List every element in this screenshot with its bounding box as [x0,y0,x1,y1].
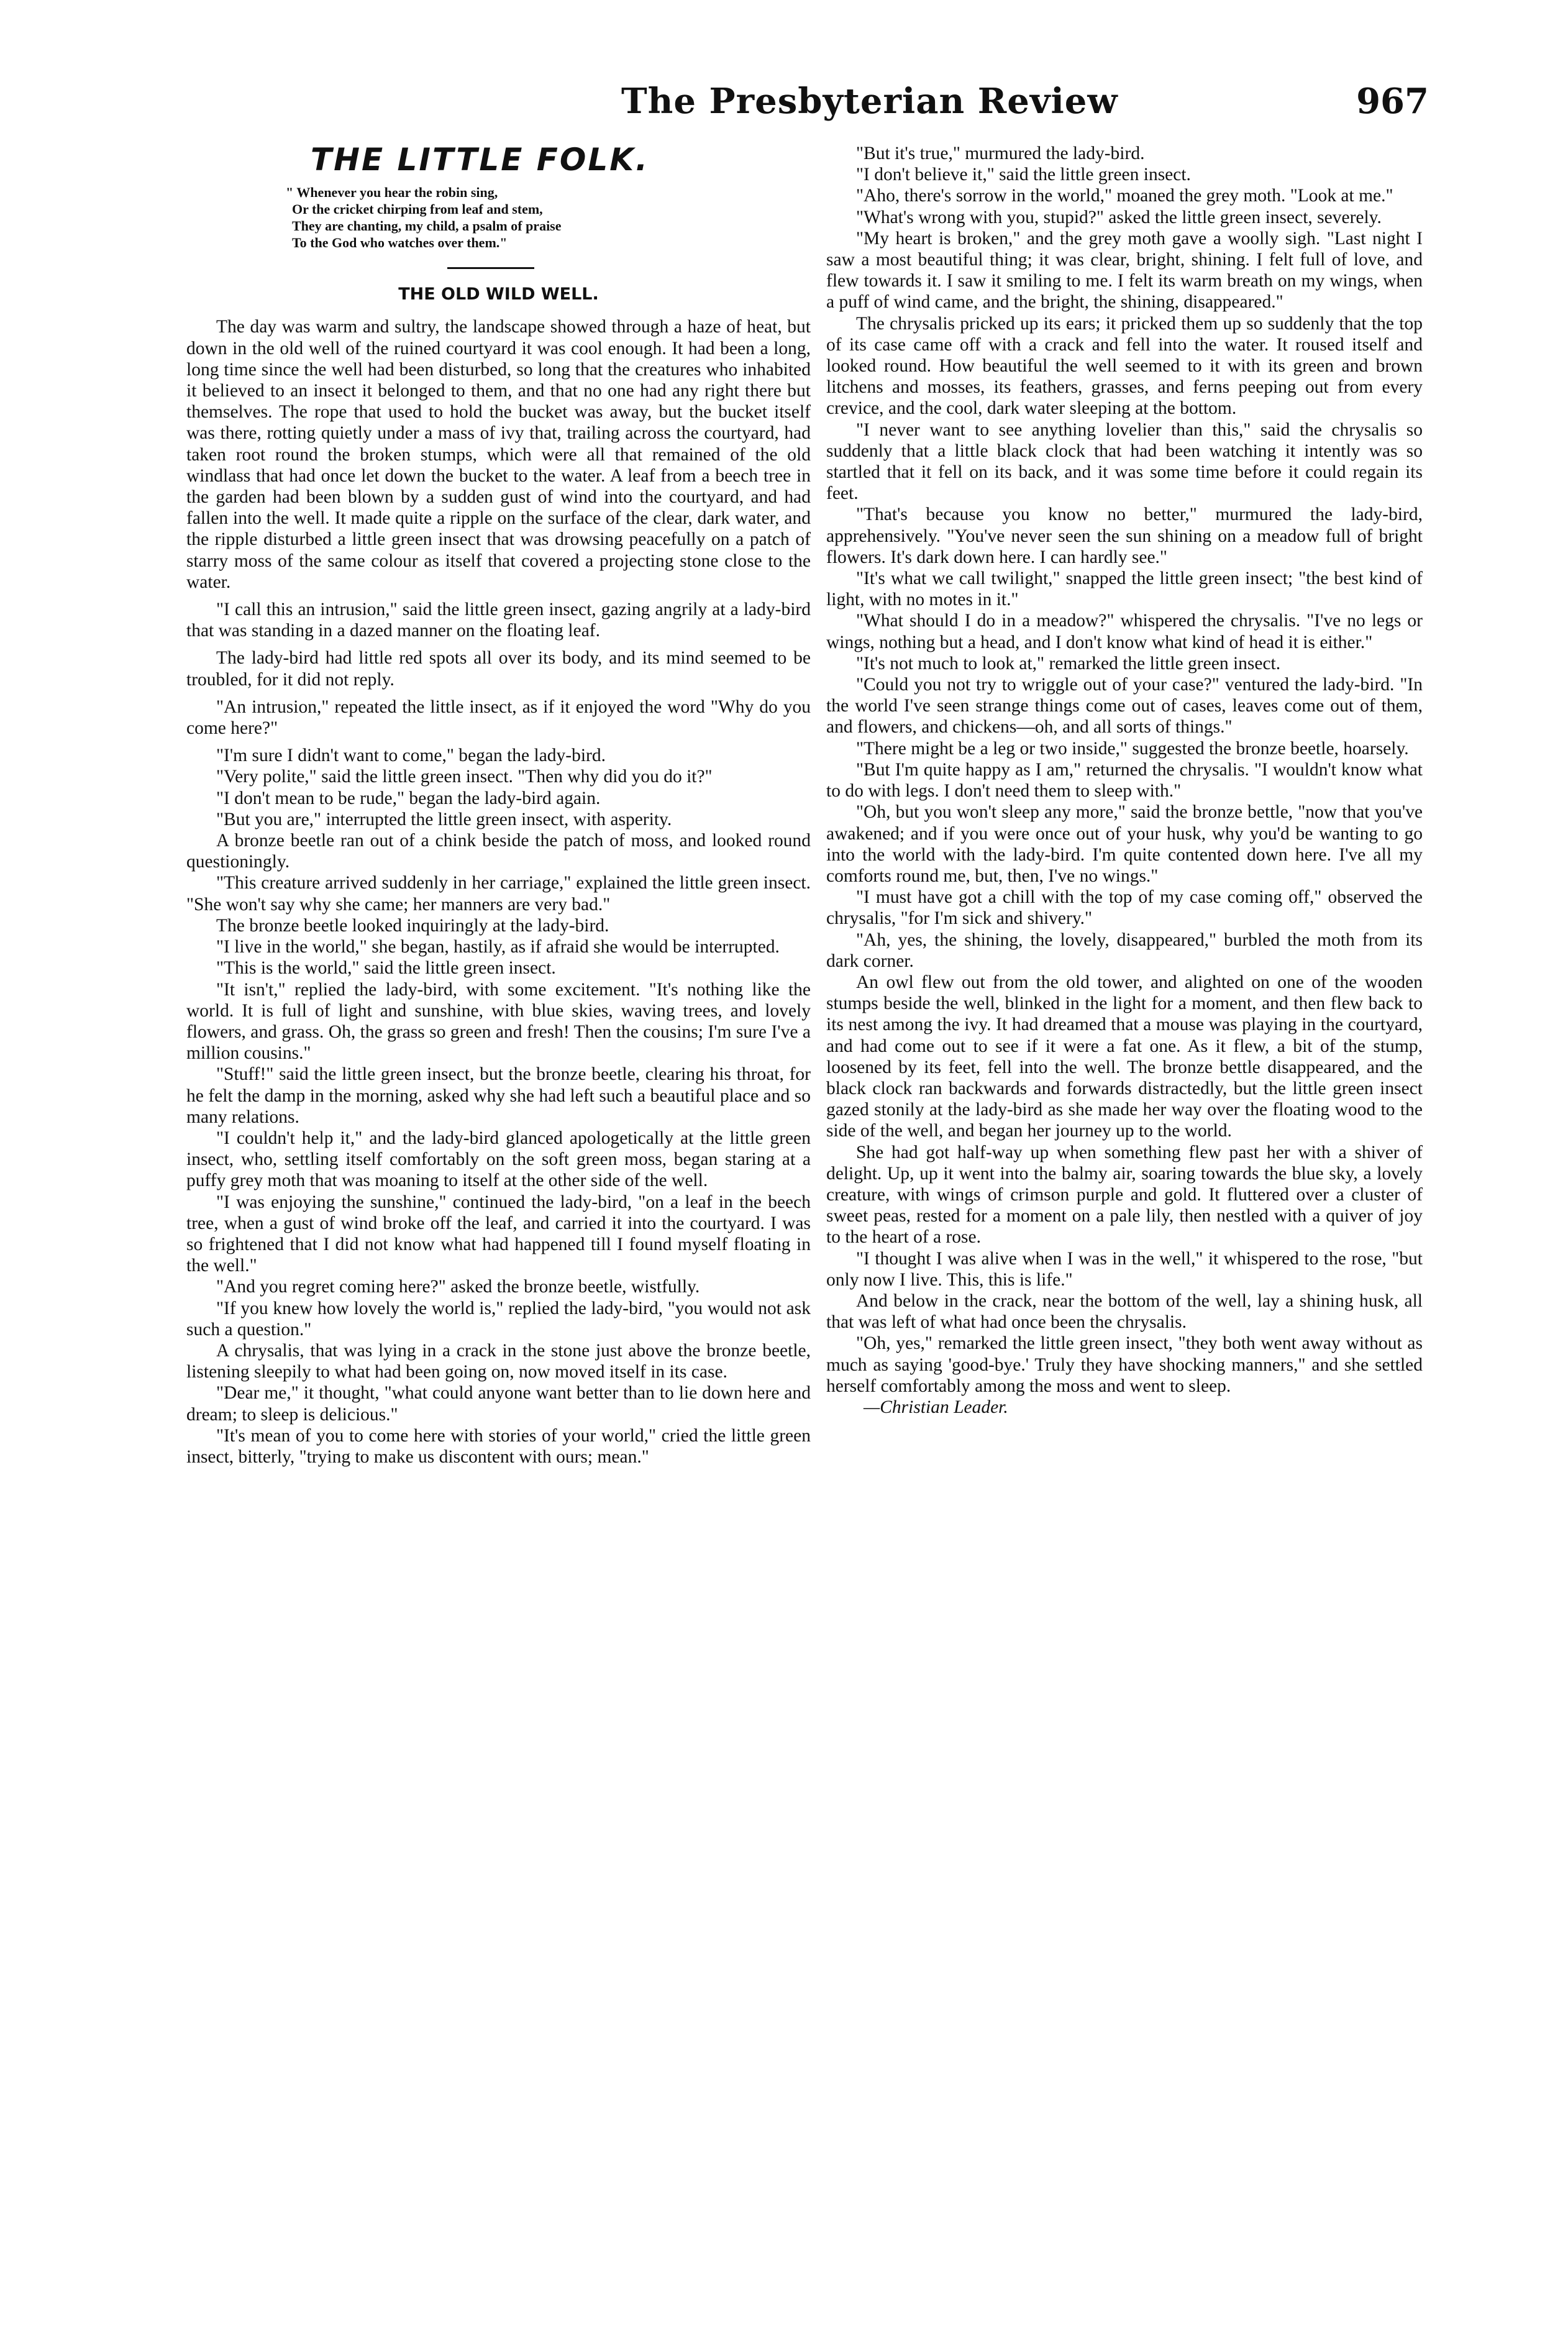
paragraph: "An intrusion," repeated the little insect, as if it enjoyed the word "Why do you come here?" [186,696,811,739]
paragraph: "My heart is broken," and the grey moth gave a woolly sigh. "Last night I saw a most beautiful thing; it was clear, bright, shining. I felt full of love, and flew towards it. I saw it smiling to me. I felt its warm breath on my wings, when a puff of wind came, and the bright, the shining, disappeared." [826,228,1423,313]
paragraph: "It's not much to look at," remarked the little green insect. [856,653,1281,673]
paragraph: "I was enjoying the sunshine," continued the lady-bird, "on a leaf in the beech tree, when a gust of wind broke off the leaf, and carried it into the courtyard. I was so frightened that I did not know what had happened till I found myself floating in the well." [186,1192,811,1276]
paragraph: "If you knew how lovely the world is," replied the lady-bird, "you would not ask such a question." [186,1298,811,1340]
paragraph: "But it's true," murmured the lady-bird. [856,144,1145,163]
epigraph-line: " Whenever you hear the robin sing, [286,185,498,201]
paragraph: "I call this an intrusion," said the little green insect, gazing angrily at a lady-bird that was standing in a dazed manner on the floating leaf. [186,600,811,641]
paragraph: "But you are," interrupted the little green insect, with asperity. [216,809,672,829]
paragraph: The chrysalis pricked up its ears; it pricked them up so suddenly that the top of its case came off with a crack and fell into the water. It roused itself and looked round. How beautiful the well seemed to it with its green and brown litchens and mosses, its feathers, grasses, and ferns peeping out from every crevice, and the cool, dark water sleeping at the bottom. [826,313,1423,419]
paragraph: And below in the crack, near the bottom of the well, lay a shining husk, all that was left of what had once been the chrysalis. [826,1290,1423,1333]
paragraph: "But I'm quite happy as I am," returned the chrysalis. "I wouldn't know what to do with legs. I don't need them to sleep with." [826,759,1423,801]
page-number: 967 [1356,81,1429,122]
paragraph: "It's mean of you to come here with stories of your world," cried the little green insect, bitterly, "trying to make us discontent with ours; mean." [186,1425,811,1467]
paragraph: "Very polite," said the little green insect. "Then why did you do it?" [216,767,713,787]
right-paragraphs [826,143,1423,1397]
paragraph: An owl flew out from the old tower, and alighted on one of the wooden stumps beside the well, blinked in the light for a moment, and then flew back to its nest among the ivy. It had dreamed that a mouse was playing in the courtyard, and had come out to see if it were a fat one. As it flew, a bit of the stump, loosened by its feet, fell into the well. The bronze bettle disappeared, and the black clock ran backwards and forwards distractedly, but the little green insect gazed stonily at the lady-bird as she made her way over the floating wood to the side of the well, and began her journey up to the world. [826,972,1423,1141]
journal-title: The Presbyterian Review [621,81,1118,122]
paragraph: "Ah, yes, the shining, the lovely, disappeared," burbled the moth from its dark corner. [826,929,1423,971]
epigraph-line: Or the cricket chirping from leaf and stem, [292,201,543,217]
running-head [186,81,1429,130]
paragraph: A bronze beetle ran out of a chink beside the patch of moss, and looked round questioningly. [186,831,811,872]
paragraph: "Oh, but you won't sleep any more," said the bronze bettle, "now that you've awakened; and if you were once out of your husk, why you'd be wanting to go into the world with the lady-bird. I'm quite contented down here. I've all my comforts round me, but, then, I've no wings." [826,802,1423,886]
paragraph: "I thought I was alive when I was in the well," it whispered to the rose, "but only now I live. This, this is life." [826,1248,1423,1290]
paragraph: "Dear me," it thought, "what could anyone want better than to lie down here and dream; to sleep is delicious." [186,1383,811,1425]
paragraph: "I don't believe it," said the little green insect. [856,165,1191,185]
paragraph: "I must have got a chill with the top of my case coming off," observed the chrysalis, "for I'm sick and shivery." [826,887,1423,929]
paragraph: "Stuff!" said the little green insect, but the bronze beetle, clearing his throat, for he felt the damp in the morning, asked why she had left such a beautiful place and so many relations. [186,1064,811,1127]
paragraph: The day was warm and sultry, the landscape showed through a haze of heat, but down in the old well of the ruined courtyard it was cool enough. It had been a long, long time since the well had been disturbed, so long that the creatures who inhabited it believed to an insect it belonged to them, and that no one had any right there but themselves. The rope that used to hold the bucket was away, but the bucket itself was there, rotting quietly under a mass of ivy that, trailing across the courtyard, had taken root round the broken stumps, which were all that remained of the old windlass that had once let down the bucket to the water. A leaf from a beech tree in the garden had been blown by a sudden gust of wind into the courtyard, and had fallen into the well. It made quite a ripple on the surface of the clear, dark water, and the ripple disturbed a little green insect that was drowsing peacefully on a patch of starry moss of the same colour as itself that covered a projecting stone close to the water. [186,317,811,592]
paragraph: A chrysalis, that was lying in a crack in the stone just above the bronze beetle, listening sleepily to what had been going on, now moved itself in its case. [186,1340,811,1382]
paragraph: "There might be a leg or two inside," suggested the bronze beetle, hoarsely. [856,738,1409,759]
paragraph: "It's what we call twilight," snapped the little green insect; "the best kind of light, with no motes in it." [826,568,1423,610]
paragraph: The bronze beetle looked inquiringly at the lady-bird. [216,915,609,936]
story-title: THE OLD WILD WELL. [398,285,599,304]
section-title: THE LITTLE FOLK. [311,142,650,178]
paragraph: "Aho, there's sorrow in the world," moaned the grey moth. "Look at me." [856,186,1393,206]
paragraph: The lady-bird had little red spots all over its body, and its mind seemed to be troubled, for it did not reply. [186,648,811,690]
paragraph: "That's because you know no better," murmured the lady-bird, apprehensively. "You've never seen the sun shining on a meadow full of bright flowers. It's dark down here. I can hardly see." [826,504,1423,567]
epigraph-line: They are chanting, my child, a psalm of praise [292,218,562,234]
divider-rule [447,267,534,269]
left-paragraphs [186,316,811,1468]
left-column [186,143,811,1468]
paragraph: She had got half-way up when something flew past her with a shiver of delight. Up, up it went into the balmy air, soaring towards the blue sky, a lovely creature, with wings of crimson purple and gold. It fluttered over a cluster of sweet peas, rested for a moment on a pale lily, then nestled with a quiver of joy to the heart of a rose. [826,1142,1423,1248]
paragraph: "Could you not try to wriggle out of your case?" ventured the lady-bird. "In the world I've seen strange things come out of cases, leaves come out of them, and flowers, and chickens—oh, and all sorts of things." [826,675,1423,737]
paragraph: "This is the world," said the little green insect. [216,958,556,979]
paragraph: "I never want to see anything lovelier than this," said the chrysalis so suddenly that a little black clock that had been watching it intently was so startled that it fell on its back, and it was some time before it could regain its feet. [826,419,1423,504]
paragraph: "Oh, yes," remarked the little green insect, "they both went away without as much as saying 'good-bye.' Truly they have shocking manners," and she settled herself comfortably among the moss and went to sleep. [826,1333,1423,1396]
paragraph: "This creature arrived suddenly in her carriage," explained the little green insect. "She won't say why she came; her manners are very bad." [186,873,811,915]
paragraph: "What should I do in a meadow?" whispered the chrysalis. "I've no legs or wings, nothing but a head, and I don't know what kind of head it is either." [826,611,1423,652]
credit-line: —Christian Leader. [864,1397,1008,1417]
paragraph: "I'm sure I didn't want to come," began the lady-bird. [216,746,606,766]
paragraph: "I don't mean to be rude," began the lady-bird again. [216,788,601,808]
paragraph: "I couldn't help it," and the lady-bird glanced apologetically at the little green insect, who, settling itself comfortably on the soft green moss, began staring at a puffy grey moth that was moaning to itself at the other side of the well. [186,1128,811,1191]
paragraph: "I live in the world," she began, hastily, as if afraid she would be interrupted. [216,937,780,957]
epigraph [286,184,811,251]
paragraph: "It isn't," replied the lady-bird, with some excitement. "It's nothing like the world. It is full of light and sunshine, with blue skies, waving trees, and lovely flowers, and grass. Oh, the grass so green and fresh! Then the cousins; I'm sure I've a million cousins." [186,979,811,1064]
right-column [826,143,1423,1418]
paragraph: "And you regret coming here?" asked the bronze beetle, wistfully. [216,1277,700,1297]
paragraph: "What's wrong with you, stupid?" asked the little green insect, severely. [856,207,1382,227]
epigraph-line: To the God who watches over them." [292,235,508,251]
